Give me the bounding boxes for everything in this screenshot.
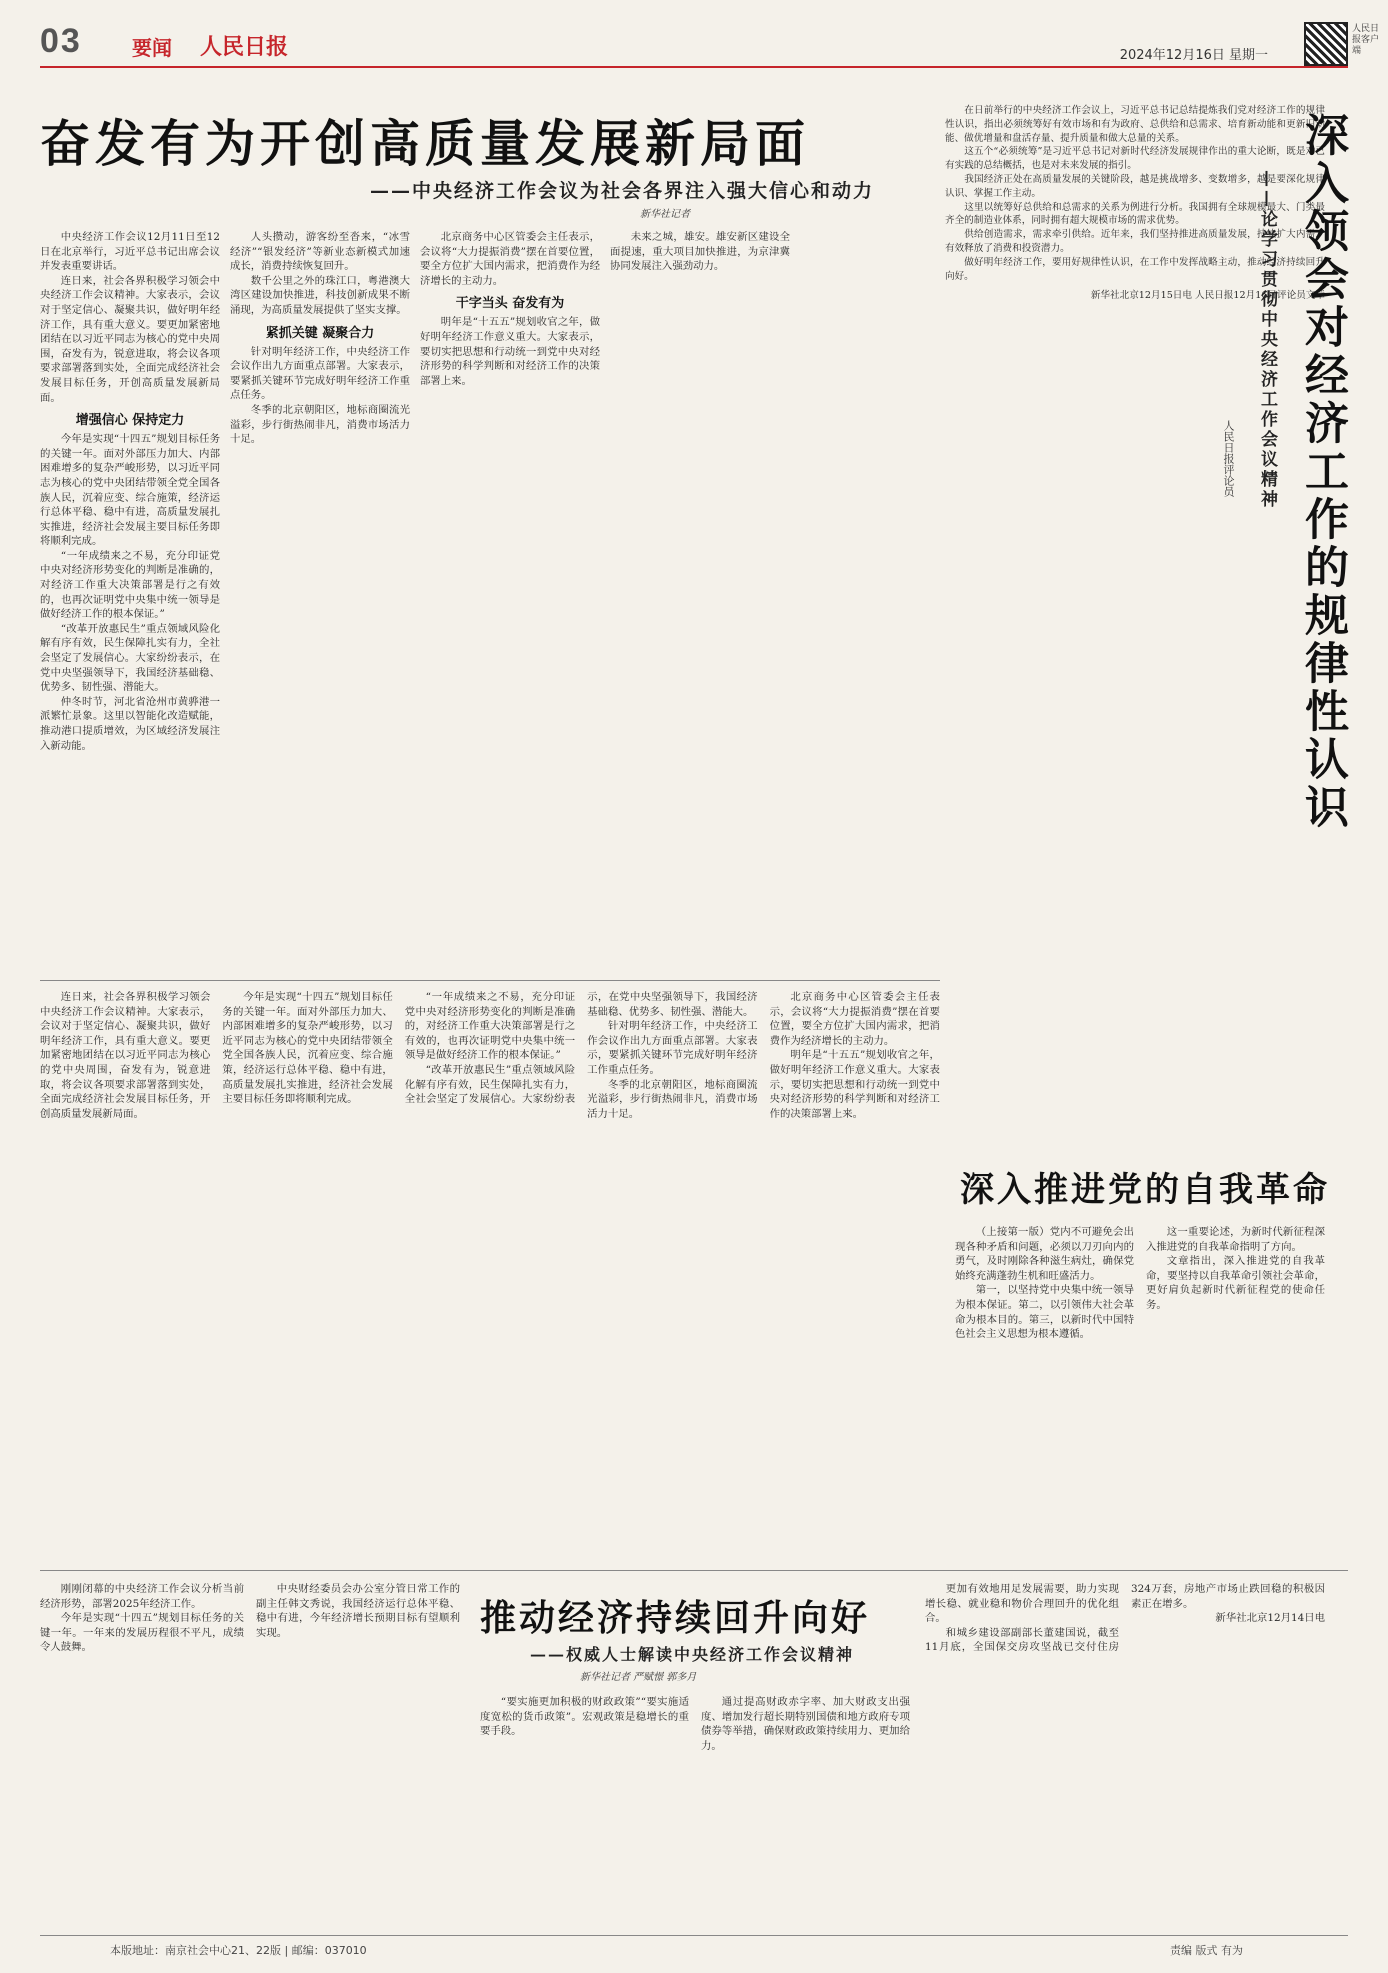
commentary-signoff: 新华社北京12月15日电 人民日报12月16日评论员文章 [1090, 290, 1325, 302]
section-label: 要闻 [132, 36, 172, 60]
revival-byline: 新华社记者 严赋憬 郭多月 [580, 1672, 697, 1683]
paragraph: 在日前举行的中央经济工作会议上，习近平总书记总结提炼我们党对经济工作的规律性认识，指出必须统筹好有效市场和有为政府、总供给和总需求、培育新动能和更新旧动能、做优增量和盘活存量、提升质量和做大总量的关系。 [945, 105, 1325, 144]
lead-headline: 奋发有为开创高质量发展新局面 [40, 115, 810, 173]
paragraph: 供给创造需求，需求牵引供给。近年来，我们坚持推进高质量发展，持续扩大内需，有效释放了消费和投资潜力。 [945, 229, 1325, 254]
paragraph: 北京商务中心区管委会主任表示，会议将“大力提振消费”摆在首要位置，要全方位扩大国内需求，把消费作为经济增长的主动力。 [769, 991, 940, 1047]
commentary-author: 人民日报评论员 [1222, 420, 1235, 497]
paragraph: 连日来，社会各界积极学习领会中央经济工作会议精神。大家表示，会议对于坚定信心、凝聚共识，做好明年经济工作，具有重大意义。要更加紧密地团结在以习近平同志为核心的党中央周围，奋发有为，锐意进取，将会议各项要求部署落到实处，全面完成经济社会发展目标任务，开创高质量发展新局面。 [40, 274, 220, 404]
paragraph: 和城乡建设部副部长董建国说，截至11月底，全国保交房攻坚战已交付住房324万套，房地产市场止跌回稳的积极因素正在增多。 [925, 1583, 1325, 1654]
subhead: 紧抓关键 凝聚合力 [265, 325, 375, 341]
divider [40, 980, 940, 981]
divider [40, 1570, 1348, 1571]
paragraph: 数千公里之外的珠江口，粤港澳大湾区建设加快推进，科技创新成果不断涌现，为高质量发展提供了坚实支撑。 [230, 274, 410, 316]
paragraph: 做好明年经济工作，要用好规律性认识，在工作中发挥战略主动，推动经济持续回升向好。 [945, 256, 1325, 282]
continuation-text [40, 990, 940, 1550]
paragraph: 中央财经委员会办公室分管日常工作的副主任韩文秀说，我国经济运行总体平稳、稳中有进，今年经济增长预期目标有望顺利实现。 [256, 1583, 460, 1639]
paragraph: 仲冬时节，河北省沧州市黄骅港一派繁忙景象。这里以智能化改造赋能，推动港口提质增效，为区域经济发展注入新动能。 [40, 695, 220, 752]
paragraph: （上接第一版）党内不可避免会出现各种矛盾和问题，必须以刀刃向内的勇气，及时刚除各种滋生病灶，确保党始终充满蓬勃生机和旺盛活力。 [955, 1226, 1134, 1282]
paragraph: 这里以统筹好总供给和总需求的关系为例进行分析。我国拥有全球规模最大、门类最齐全的制造业体系，同时拥有超大规模市场的需求优势。 [945, 201, 1325, 227]
paragraph: 通过提高财政赤字率、加大财政支出强度、增加发行超长期特别国债和地方政府专项债券等举措，确保财政政策持续用力、更加给力。 [701, 1696, 910, 1752]
footer-editors: 责编 版式 有为 [1170, 1944, 1243, 1957]
revival-title: 推动经济持续回升向好 [480, 1598, 871, 1639]
paragraph: 这一重要论述，为新时代新征程深入推进党的自我革命指明了方向。 [1146, 1226, 1325, 1253]
paragraph: 今年是实现“十四五”规划目标任务的关键一年。面对外部压力加大、内部困难增多的复杂严峻形势，以习近平同志为核心的党中央团结带领全党全国各族人民，沉着应变、综合施策，经济运行总体平稳、稳中有进，高质量发展扎实推进，经济社会发展主要目标任务即将顺利完成。 [40, 433, 220, 548]
divider [40, 1935, 1348, 1936]
paragraph: “改革开放惠民生”重点领域风险化解有序有效，民生保障扎实有力，全社会坚定了发展信心。大家纷纷表示，在党中央坚强领导下，我国经济基础稳、优势多、韧性强、潜能大。 [404, 991, 758, 1106]
paragraph: “改革开放惠民生”重点领域风险化解有序有效，民生保障扎实有力，全社会坚定了发展信心。大家纷纷表示，在党中央坚强领导下，我国经济基础稳、优势多、韧性强、潜能大。 [40, 622, 220, 694]
paragraph: 连日来，社会各界积极学习领会中央经济工作会议精神。大家表示，会议对于坚定信心、凝聚共识，做好明年经济工作，具有重大意义。要更加紧密地团结在以习近平同志为核心的党中央周围，奋发有为，锐意进取，将会议各项要求部署落到实处，全面完成经济社会发展目标任务，开创高质量发展新局面。 [40, 991, 211, 1120]
commentary-subtitle: ——论学习贯彻中央经济工作会议精神 [1257, 170, 1277, 510]
paragraph: 第一，以坚持党中央集中统一领导为根本保证。第二，以引领伟大社会革命为根本目的。第三，以新时代中国特色社会主义思想为根本遵循。 [955, 1284, 1134, 1341]
issue-date: 2024年12月16日 星期一 [1119, 48, 1268, 63]
paragraph: 我国经济正处在高质量发展的关键阶段，越是挑战增多、变数增多，越是要深化规律认识、掌握工作主动。 [945, 173, 1325, 199]
paragraph: 今年是实现“十四五”规划目标任务的关键一年。一年来的发展历程很不平凡，成绩令人鼓舞。 [40, 1612, 244, 1654]
paragraph: 冬季的北京朝阳区，地标商圈流光溢彩，步行街热闹非凡，消费市场活力十足。 [587, 1078, 758, 1120]
revival-center-columns [480, 1695, 910, 1927]
subhead: 干字当头 奋发有为 [455, 296, 565, 312]
lead-column-1 [40, 230, 220, 972]
paragraph: 明年是“十五五”规划收官之年，做好明年经济工作意义重大。大家表示，要切实把思想和行动统一到党中央对经济形势的科学判断和对经济工作的决策部署上来。 [769, 1049, 940, 1120]
qr-caption: 人民日报客户端 [1352, 24, 1380, 56]
paragraph: 这五个“必须统筹”是习近平总书记对新时代经济发展规律作出的重大论断，既是对已有实践的总结概括，也是对未来发展的指引。 [945, 146, 1325, 172]
paragraph: “要实施更加积极的财政政策”“要实施适度宽松的货币政策”。宏观政策是稳增长的重要手段。 [480, 1696, 689, 1738]
paragraph: 冬季的北京朝阳区，地标商圈流光溢彩，步行街热闹非凡，消费市场活力十足。 [230, 403, 410, 446]
lead-column-2 [230, 230, 410, 972]
lead-column-3 [420, 230, 600, 972]
self-revolution-title: 深入推进党的自我革命 [960, 1170, 1330, 1210]
page-number: 03 [40, 22, 82, 60]
paragraph: 明年是“十五五”规划收官之年，做好明年经济工作意义重大。大家表示，要切实把思想和行动统一到党中央对经济形势的科学判断和对经济工作的决策部署上来。 [420, 316, 600, 387]
paragraph: 今年是实现“十四五”规划目标任务的关键一年。面对外部压力加大、内部困难增多的复杂严峻形势，以习近平同志为核心的党中央团结带领全党全国各族人民，沉着应变、综合施策，经济运行总体平稳、稳中有进，高质量发展扎实推进，经济社会发展主要目标任务即将顺利完成。 [222, 991, 393, 1106]
paragraph: 针对明年经济工作，中央经济工作会议作出九方面重点部署。大家表示，要紧抓关键环节完成好明年经济工作重点任务。 [587, 1020, 758, 1076]
masthead [40, 22, 1380, 68]
paragraph: 人头攒动，游客纷至沓来，“冰雪经济”“银发经济”等新业态新模式加速成长，消费持续恢复回升。 [230, 231, 410, 273]
self-revolution-body [955, 1225, 1325, 1565]
revival-subtitle: ——权威人士解读中央经济工作会议精神 [530, 1645, 855, 1664]
revival-signoff: 新华社北京12月14日电 [1215, 1612, 1325, 1625]
lead-byline: 新华社记者 [640, 209, 690, 220]
lead-deck: ——中央经济工作会议为社会各界注入强大信心和动力 [370, 180, 875, 202]
revival-right-columns [925, 1582, 1325, 1927]
paragraph: “一年成绩来之不易，充分印证党中央对经济形势变化的判断是准确的，对经济工作重大决策部署是行之有效的，也再次证明党中央集中统一领导是做好经济工作的根本保证。” [404, 991, 576, 1062]
paragraph: “一年成绩来之不易，充分印证党中央对经济形势变化的判断是准确的，对经济工作重大决策部署是行之有效的，也再次证明党中央集中统一领导是做好经济工作的根本保证。” [40, 549, 220, 621]
newspaper-logo: 人民日报 [200, 34, 289, 60]
paragraph: 北京商务中心区管委会主任表示，会议将“大力提振消费”摆在首要位置，要全方位扩大国内需求，把消费作为经济增长的主动力。 [420, 231, 600, 287]
lead-column-4 [610, 230, 790, 972]
paragraph: 针对明年经济工作，中央经济工作会议作出九方面重点部署。大家表示，要紧抓关键环节完成好明年经济工作重点任务。 [230, 345, 410, 402]
commentary-title: 深入领会对经济工作的规律性认识 [1297, 112, 1348, 832]
qr-code-icon[interactable] [1304, 22, 1348, 66]
paragraph: 刚刚闭幕的中央经济工作会议分析当前经济形势，部署2025年经济工作。 [40, 1583, 244, 1610]
subhead: 增强信心 保持定力 [75, 413, 185, 429]
paragraph: 中央经济工作会议12月11日至12日在北京举行，习近平总书记出席会议并发表重要讲话。 [40, 231, 220, 273]
paragraph: 文章指出，深入推进党的自我革命，要坚持以自我革命引领社会革命，更好肩负起新时代新征程党的使命任务。 [1146, 1255, 1325, 1311]
revival-left-columns [40, 1582, 460, 1927]
paragraph: 更加有效地用足发展需要，助力实现增长稳、就业稳和物价合理回升的优化组合。 [925, 1583, 1119, 1625]
footer-address: 本版地址：南京社会中心21、22版 | 邮编：037010 [110, 1944, 367, 1957]
paragraph: 未来之城，雄安。雄安新区建设全面提速，重大项目加快推进，为京津冀协同发展注入强劲动力。 [610, 231, 790, 273]
